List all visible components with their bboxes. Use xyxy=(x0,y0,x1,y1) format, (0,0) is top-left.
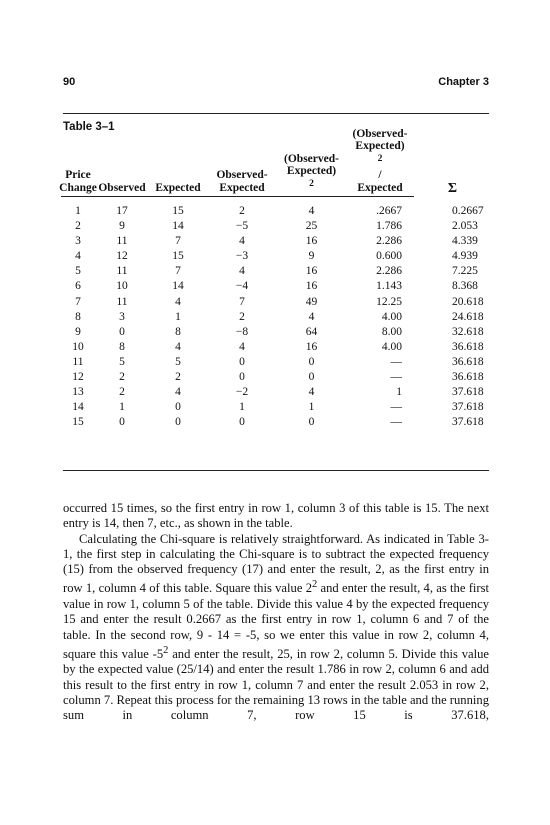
table-row xyxy=(61,295,491,310)
squared-difference-cell: 0 xyxy=(308,355,315,368)
expected-cell: 8 xyxy=(175,325,181,338)
difference-cell: 0 xyxy=(239,355,245,368)
top-rule xyxy=(63,113,489,114)
ratio-cell: 1 xyxy=(396,386,402,399)
table-row xyxy=(61,234,491,249)
ratio-cell: — xyxy=(390,401,402,414)
ratio-cell: 4.00 xyxy=(381,310,402,323)
ratio-cell: 2.286 xyxy=(376,265,402,278)
table-row xyxy=(61,415,491,430)
ratio-cell: — xyxy=(390,416,402,429)
observed-cell: 12 xyxy=(116,250,128,263)
table-title: Table 3–1 xyxy=(63,121,115,133)
difference-cell: −5 xyxy=(235,220,249,233)
table-row xyxy=(61,310,491,325)
running-sum-cell: 7.225 xyxy=(452,265,478,278)
column-header-observed: Observed xyxy=(95,148,149,197)
price-change-cell: 15 xyxy=(72,416,84,429)
squared-difference-cell: 49 xyxy=(305,295,318,308)
ratio-cell: .2667 xyxy=(376,205,402,217)
running-sum-cell: 8.368 xyxy=(452,280,478,293)
observed-cell: 11 xyxy=(116,265,128,278)
squared-difference-cell: 4 xyxy=(308,386,315,399)
squared-difference-cell: 25 xyxy=(305,220,318,233)
running-sum-cell: 36.618 xyxy=(452,371,484,384)
observed-cell: 5 xyxy=(119,355,125,368)
price-change-cell: 3 xyxy=(75,235,81,248)
price-change-cell: 6 xyxy=(75,280,81,293)
table-row xyxy=(61,385,491,400)
expected-cell: 5 xyxy=(175,355,181,368)
expected-cell: 14 xyxy=(172,220,184,233)
squared-difference-cell: 16 xyxy=(305,265,318,278)
column-header-running-sum: Σ xyxy=(447,180,458,196)
price-change-cell: 10 xyxy=(72,340,84,353)
difference-cell: −8 xyxy=(235,325,249,338)
observed-cell: 0 xyxy=(119,416,125,429)
column-header-expected: Expected xyxy=(149,148,207,197)
price-change-cell: 5 xyxy=(75,265,81,278)
paragraph-continuation: occurred 15 times, so the first entry in row 1, column 3 of this table is 15. The next entry is 14, then 7, etc., as shown in the table. xyxy=(63,501,489,531)
page-number: 90 xyxy=(63,76,76,88)
difference-cell: −2 xyxy=(235,386,249,399)
running-head xyxy=(63,76,489,92)
ratio-cell: — xyxy=(390,355,402,368)
price-change-cell: 4 xyxy=(75,250,81,263)
squared-difference-cell: 1 xyxy=(308,401,315,414)
difference-cell: 7 xyxy=(239,295,245,308)
table-body xyxy=(61,204,491,430)
price-change-cell: 8 xyxy=(75,310,81,323)
expected-cell: 0 xyxy=(175,416,181,429)
expected-cell: 0 xyxy=(175,401,181,414)
expected-cell: 15 xyxy=(172,250,184,263)
running-sum-cell: 37.618 xyxy=(452,401,484,414)
observed-cell: 9 xyxy=(119,220,125,233)
squared-difference-cell: 9 xyxy=(308,250,315,263)
running-sum-cell: 36.618 xyxy=(452,355,484,368)
squared-difference-cell: 16 xyxy=(305,340,318,353)
expected-cell: 7 xyxy=(175,235,181,248)
expected-cell: 7 xyxy=(175,265,181,278)
column-header-squared-difference: (Observed- Expected) $^2$ xyxy=(277,148,346,197)
observed-cell: 1 xyxy=(119,401,125,414)
observed-cell: 0 xyxy=(119,325,125,338)
difference-cell: 4 xyxy=(239,235,245,248)
squared-difference-cell: 16 xyxy=(305,280,318,293)
price-change-cell: 1 xyxy=(75,205,81,217)
difference-cell: −3 xyxy=(235,250,249,263)
expected-cell: 1 xyxy=(175,310,181,323)
squared-difference-cell: 0 xyxy=(308,371,315,384)
price-change-cell: 7 xyxy=(75,295,81,308)
table-row xyxy=(61,219,491,234)
running-sum-cell: 24.618 xyxy=(452,310,484,323)
running-sum-cell: 4.939 xyxy=(452,250,478,263)
chapter-label: Chapter 3 xyxy=(438,76,489,88)
ratio-cell: 4.00 xyxy=(381,340,402,353)
expected-cell: 2 xyxy=(175,371,181,384)
expected-cell: 15 xyxy=(172,205,184,217)
exponent: 2 xyxy=(163,644,169,656)
squared-difference-cell: 4 xyxy=(308,310,315,323)
paragraph-text: Calculating the Chi-square is relatively straightforward. As indicated in Table 3-1, the first step in calculating the Chi-square is to subtract the expected frequency (15) from the observed frequency (17) and enter the result, 2, as the first entry in row 1, column 4 of this table. Square this value 2 xyxy=(63,531,489,596)
paragraph-calculation xyxy=(63,532,489,724)
squared-difference-cell: 64 xyxy=(305,325,318,338)
running-sum-cell: 37.618 xyxy=(452,416,484,429)
price-change-cell: 12 xyxy=(72,371,84,384)
difference-cell: 2 xyxy=(239,205,245,217)
observed-cell: 11 xyxy=(116,295,128,308)
price-change-cell: 2 xyxy=(75,220,81,233)
ratio-cell: — xyxy=(390,371,402,384)
price-change-cell: 13 xyxy=(72,386,84,399)
difference-cell: 0 xyxy=(239,416,245,429)
running-sum-cell: 2.053 xyxy=(452,220,478,233)
ratio-cell: 2.286 xyxy=(376,235,402,248)
price-change-cell: 9 xyxy=(75,325,81,338)
table-row xyxy=(61,264,491,279)
table-row xyxy=(61,325,491,340)
expected-cell: 14 xyxy=(172,280,184,293)
table-row xyxy=(61,204,491,219)
running-sum-cell: 32.618 xyxy=(452,325,484,338)
column-header-ratio: (Observed- Expected) $^2$ / Expected xyxy=(346,148,414,197)
price-change-cell: 14 xyxy=(72,401,84,414)
observed-cell: 2 xyxy=(119,386,125,399)
ratio-cell: 0.600 xyxy=(376,250,402,263)
body-text xyxy=(63,501,489,724)
ratio-cell: 8.00 xyxy=(381,325,402,338)
difference-cell: 4 xyxy=(239,340,245,353)
table-row xyxy=(61,279,491,294)
exponent: 2 xyxy=(312,579,318,591)
difference-cell: −4 xyxy=(235,280,249,293)
column-header-price-change: Price Change xyxy=(61,148,95,197)
running-sum-cell: 20.618 xyxy=(452,295,484,308)
observed-cell: 3 xyxy=(119,310,125,323)
difference-cell: 1 xyxy=(239,401,245,414)
difference-cell: 0 xyxy=(239,371,245,384)
running-sum-cell: 36.618 xyxy=(452,340,484,353)
running-sum-cell: 0.2667 xyxy=(452,205,484,217)
observed-cell: 2 xyxy=(119,371,125,384)
table-row xyxy=(61,249,491,264)
table-row xyxy=(61,340,491,355)
column-header-observed-minus-expected: Observed- Expected xyxy=(207,148,277,197)
bottom-rule xyxy=(63,470,489,471)
table-row xyxy=(61,355,491,370)
ratio-cell: 1.143 xyxy=(376,280,402,293)
squared-difference-cell: 4 xyxy=(308,205,315,217)
observed-cell: 10 xyxy=(116,280,128,293)
expected-cell: 4 xyxy=(175,340,181,353)
difference-cell: 4 xyxy=(239,265,245,278)
difference-cell: 2 xyxy=(239,310,245,323)
squared-difference-cell: 16 xyxy=(305,235,318,248)
running-sum-cell: 37.618 xyxy=(452,386,484,399)
squared-difference-cell: 0 xyxy=(308,416,315,429)
paragraph-text: and enter the result, 4, as the first value in row 1, column 5 of the table. Divide this value 4 by the expected frequency 15 and enter the result 0.2667 as the first entry in row 1, column 6 and 7 of the table. In the second row, 9 - 14 = -5, so we enter this value in row 2, column 4, square this value -5 xyxy=(63,581,489,662)
table-row xyxy=(61,370,491,385)
ratio-cell: 12.25 xyxy=(376,295,402,308)
expected-cell: 4 xyxy=(175,386,181,399)
observed-cell: 17 xyxy=(116,205,128,217)
price-change-cell: 11 xyxy=(72,355,84,368)
ratio-cell: 1.786 xyxy=(376,220,402,233)
observed-cell: 8 xyxy=(119,340,125,353)
observed-cell: 11 xyxy=(116,235,128,248)
table-row xyxy=(61,400,491,415)
paragraph-text: and enter the result, 25, in row 2, column 5. Divide this value by the expected value (25/14) and enter the result 1.786 in row 2, column 6 and add this result to the first entry in row 1, column 7 and enter the result 2.053 in row 2, column 7. Repeat this process for the remaining 13 rows in the table and the running sum in column 7, row 15 is 37.618, xyxy=(63,647,489,723)
expected-cell: 4 xyxy=(175,295,181,308)
running-sum-cell: 4.339 xyxy=(452,235,478,248)
